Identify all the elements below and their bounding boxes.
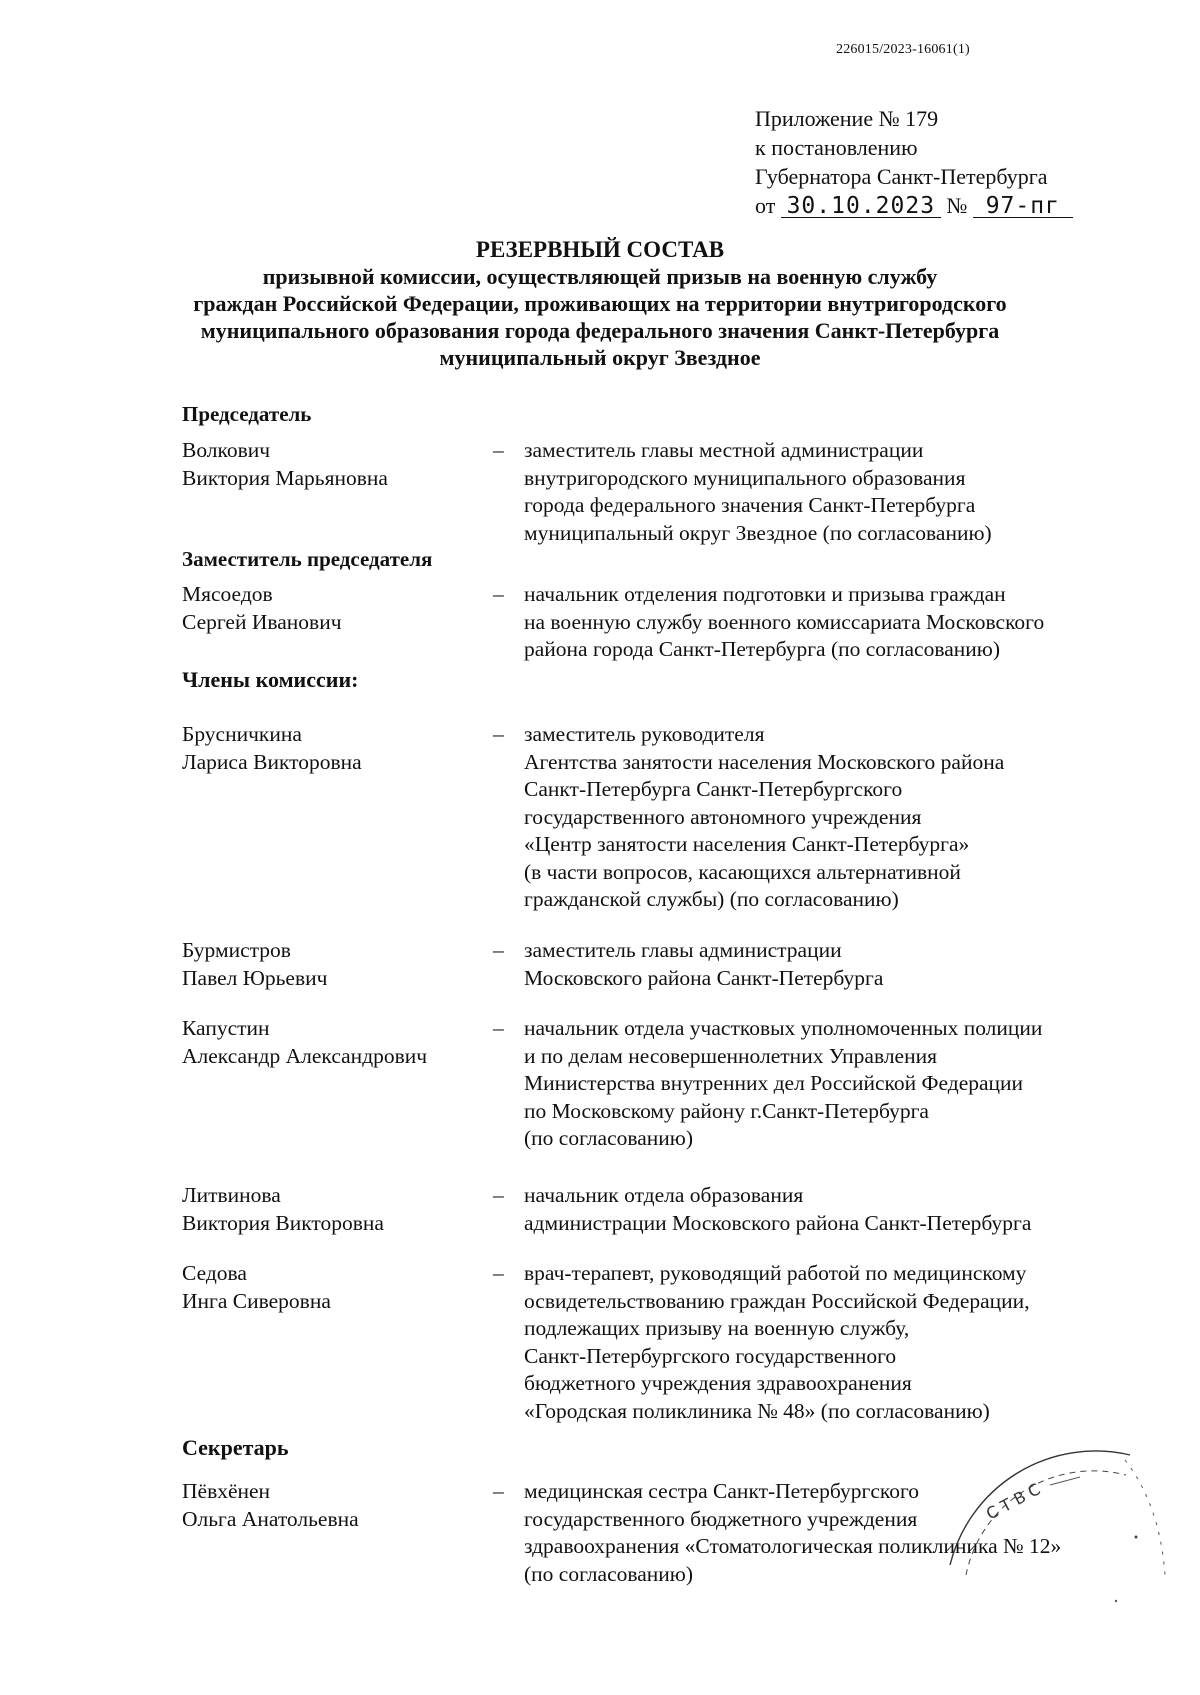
svg-text:С Т В С: С Т В С [982,1479,1044,1524]
member-given-name: Ольга Анатольевна [182,1506,359,1531]
member-given-name: Лариса Викторовна [182,749,362,774]
role-line: внутригородского муниципального образования [524,465,966,490]
role-line: начальник отдела образования [524,1183,804,1207]
section-secretary: Секретарь [182,1435,289,1460]
member-role [524,721,1164,914]
member-given-name: Виктория Марьяновна [182,465,388,490]
role-line: на военную службу военного комиссариата Московского [524,609,1045,634]
role-line: администрации Московского района Санкт-Петербурга [524,1210,1032,1235]
role-line: гражданской службы) (по согласованию) [524,887,899,911]
member-name [182,1182,482,1237]
role-line: (по согласованию) [524,1561,694,1586]
member-role [524,1015,1164,1153]
member-surname: Седова [182,1261,247,1285]
member-role [524,437,1164,547]
member-surname: Мясоедов [182,582,273,606]
role-line: медицинская сестра Санкт-Петербургского [524,1479,920,1503]
member-surname: Брусничкина [182,722,302,746]
role-line: Министерства внутренних дел Российской Федерации [524,1071,1024,1095]
title-main: РЕЗЕРВНЫЙ СОСТАВ [475,237,725,262]
decree-date: 30.10.2023 [781,195,941,218]
decree-number: 97-пг [973,195,1073,218]
member-name [182,1015,482,1070]
role-line: начальник отделения подготовки и призыва граждан [524,582,1006,606]
member-given-name: Виктория Викторовна [182,1210,384,1235]
member-surname: Литвинова [182,1183,281,1207]
role-line: «Центр занятости населения Санкт-Петербурга» [524,832,970,856]
member-given-name: Сергей Иванович [182,609,342,634]
appendix-number: Приложение № 179 [755,106,939,131]
role-line: Санкт-Петербургского государственного [524,1343,897,1368]
role-line: (по согласованию) [524,1126,694,1150]
role-line: освидетельствованию граждан Российской Федерации, [524,1288,1030,1313]
role-line: государственного бюджетного учреждения [524,1506,918,1531]
title-line-2: граждан Российской Федерации, проживающих на территории внутригородского [193,291,1007,316]
separator-dash: – [493,438,504,462]
approval-ref: к постановлению [755,135,918,160]
member-surname: Капустин [182,1016,270,1040]
member-role [524,937,1164,992]
member-surname: Бурмистров [182,938,291,962]
section-chairman: Председатель [182,402,312,426]
member-given-name: Александр Александрович [182,1043,428,1068]
member-given-name: Инга Сиверовна [182,1288,331,1313]
approval-block [755,104,1073,220]
section-members: Члены комиссии: [182,667,359,692]
role-line: здравоохранения «Стоматологическая поликлиника № 12» [524,1534,1062,1558]
separator-dash: – [493,1183,504,1207]
role-line: района города Санкт-Петербурга (по согласованию) [524,637,1000,661]
separator-dash: – [493,582,504,606]
role-line: заместитель главы местной администрации [524,438,924,462]
role-line: Московского района Санкт-Петербурга [524,965,884,990]
member-surname: Пёвхёнен [182,1479,271,1503]
role-line: бюджетного учреждения здравоохранения [524,1371,912,1395]
role-line: заместитель главы администрации [524,938,842,962]
approval-date-line [755,191,1073,220]
role-line: Санкт-Петербурга Санкт-Петербургского [524,777,903,801]
title-line-1: призывной комиссии, осуществляющей призыв на военную службу [262,264,938,289]
approval-authority: Губернатора Санкт-Петербурга [755,164,1048,189]
role-line: заместитель руководителя [524,722,765,746]
number-sign: № [946,193,968,218]
role-line: врач-терапевт, руководящий работой по медицинскому [524,1261,1027,1285]
separator-dash: – [493,722,504,746]
official-stamp [930,1425,1170,1625]
role-line: города федерального значения Санкт-Петербурга [524,493,976,517]
member-surname: Волкович [182,438,271,462]
separator-dash: – [493,1479,504,1503]
document-title [150,236,1050,371]
member-name [182,581,482,636]
separator-dash: – [493,1261,504,1285]
role-line: «Городская поликлиника № 48» (по согласованию) [524,1398,990,1423]
date-prefix: от [755,193,776,218]
member-name [182,937,482,992]
member-name [182,437,482,492]
separator-dash: – [493,938,504,962]
role-line: начальник отдела участковых уполномоченных полиции [524,1016,1043,1040]
member-role [524,1182,1164,1237]
title-line-4: муниципальный округ Звездное [439,345,761,370]
member-role [524,581,1164,664]
role-line: по Московскому району г.Санкт-Петербурга [524,1098,929,1123]
role-line: Агентства занятости населения Московского района [524,749,1005,774]
member-name [182,1478,482,1533]
role-line: муниципальный округ Звездное (по согласованию) [524,520,992,545]
role-line: подлежащих призыву на военную службу, [524,1316,910,1340]
title-line-3: муниципального образования города федерального значения Санкт-Петербурга [200,318,1000,343]
role-line: и по делам несовершеннолетних Управления [524,1043,937,1068]
role-line: (в части вопросов, касающихся альтернативной [524,859,961,884]
member-role [524,1260,1164,1425]
member-name [182,1260,482,1315]
separator-dash: – [493,1016,504,1040]
role-line: государственного автономного учреждения [524,804,922,829]
section-deputy: Заместитель председателя [182,547,433,571]
document-number: 226015/2023-16061(1) [836,42,970,57]
member-given-name: Павел Юрьевич [182,965,328,990]
member-name [182,721,482,776]
